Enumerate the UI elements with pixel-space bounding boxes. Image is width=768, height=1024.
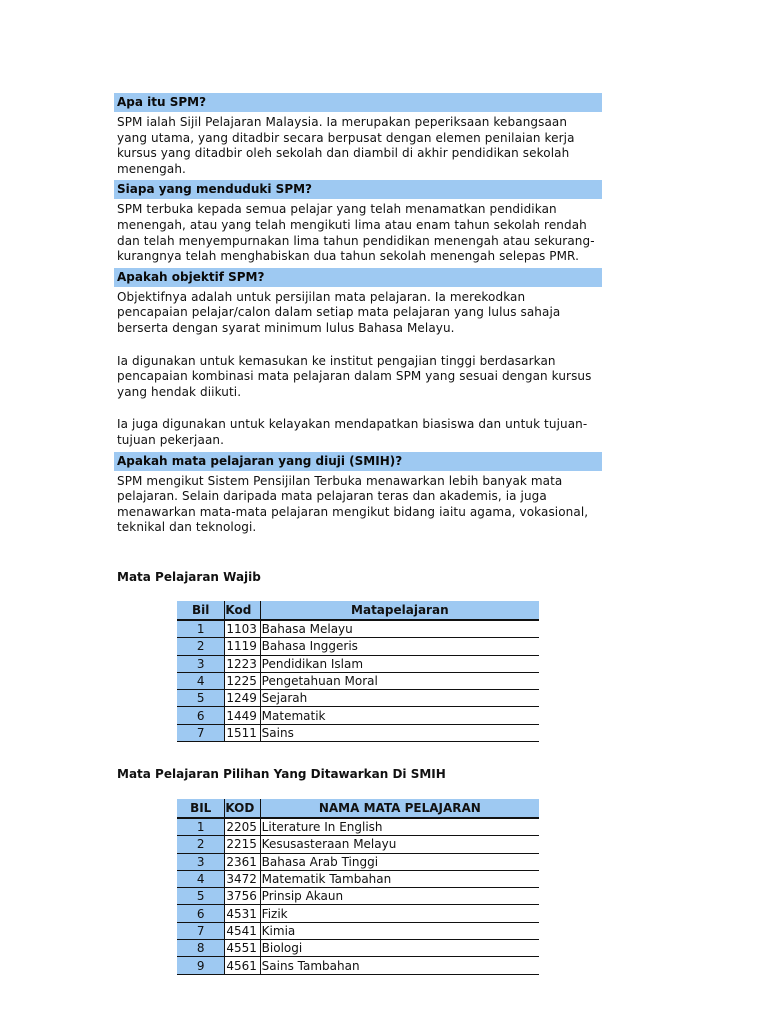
section-objektif — [114, 268, 602, 449]
cell-name: Matematik Tambahan — [260, 870, 539, 887]
cell-bil: 9 — [177, 957, 225, 974]
column-header-kod: KOD — [225, 799, 260, 818]
table-row — [177, 655, 539, 672]
cell-kod: 3756 — [225, 888, 260, 905]
cell-bil: 7 — [177, 922, 225, 939]
cell-bil: 7 — [177, 724, 225, 741]
table-row — [177, 836, 539, 853]
section-heading: Apakah objektif SPM? — [114, 268, 602, 287]
cell-kod: 1225 — [225, 672, 260, 689]
cell-bil: 4 — [177, 672, 225, 689]
table-row — [177, 922, 539, 939]
cell-bil: 6 — [177, 707, 225, 724]
cell-name: Fizik — [260, 905, 539, 922]
cell-name: Bahasa Inggeris — [260, 638, 539, 655]
cell-bil: 1 — [177, 620, 225, 638]
section-siapa-menduduki — [114, 180, 602, 264]
section-heading: Apa itu SPM? — [114, 93, 602, 112]
section-apa-itu-spm — [114, 93, 602, 177]
cell-kod: 2215 — [225, 836, 260, 853]
cell-kod: 3472 — [225, 870, 260, 887]
cell-name: Prinsip Akaun — [260, 888, 539, 905]
section-paragraph: SPM terbuka kepada semua pelajar yang telah menamatkan pendidikan menengah, atau yang telah mengikuti lima atau enam tahun sekolah rendah dan telah menyempurnakan lima tahun pendidikan menengah atau sekurang-kurangnya telah menghabiskan dua tahun sekolah menengah selepas PMR. — [117, 202, 595, 264]
cell-kod: 2205 — [225, 818, 260, 836]
table-row — [177, 690, 539, 707]
pilihan-table — [177, 799, 539, 975]
cell-bil: 8 — [177, 940, 225, 957]
table-row — [177, 957, 539, 974]
cell-bil: 3 — [177, 853, 225, 870]
cell-bil: 3 — [177, 655, 225, 672]
cell-name: Kimia — [260, 922, 539, 939]
section-mata-pelajaran — [114, 452, 602, 536]
cell-kod: 1103 — [225, 620, 260, 638]
cell-name: Pendidikan Islam — [260, 655, 539, 672]
cell-name: Bahasa Arab Tinggi — [260, 853, 539, 870]
table-row — [177, 905, 539, 922]
column-header-bil: Bil — [177, 601, 225, 620]
table-row — [177, 853, 539, 870]
table-row — [177, 818, 539, 836]
cell-name: Sejarah — [260, 690, 539, 707]
wajib-table — [177, 601, 539, 742]
column-header-bil: BIL — [177, 799, 225, 818]
cell-kod: 1119 — [225, 638, 260, 655]
section-paragraph: Ia digunakan untuk kemasukan ke institut pengajian tinggi berdasarkan pencapaian kombinasi mata pelajaran dalam SPM yang sesuai dengan kursus yang hendak diikuti. — [117, 353, 592, 399]
table-header-row — [177, 799, 539, 818]
column-header-kod: Kod — [225, 601, 260, 620]
column-header-name: Matapelajaran — [260, 601, 539, 620]
column-header-name: NAMA MATA PELAJARAN — [260, 799, 539, 818]
cell-bil: 5 — [177, 888, 225, 905]
cell-kod: 1449 — [225, 707, 260, 724]
cell-kod: 4551 — [225, 940, 260, 957]
wajib-title: Mata Pelajaran Wajib — [117, 570, 261, 584]
table-row — [177, 940, 539, 957]
cell-kod: 4531 — [225, 905, 260, 922]
cell-kod: 4561 — [225, 957, 260, 974]
table-row — [177, 707, 539, 724]
table-row — [177, 672, 539, 689]
cell-kod: 2361 — [225, 853, 260, 870]
section-paragraph: SPM ialah Sijil Pelajaran Malaysia. Ia merupakan peperiksaan kebangsaan yang utama, yang ditadbir secara berpusat dengan elemen penilaian kerja kursus yang ditadbir oleh sekolah dan diambil di akhir pendidikan sekolah menengah. — [117, 115, 575, 176]
cell-name: Biologi — [260, 940, 539, 957]
table-row — [177, 724, 539, 741]
cell-bil: 6 — [177, 905, 225, 922]
table-row — [177, 620, 539, 638]
section-paragraph: Ia juga digunakan untuk kelayakan mendapatkan biasiswa dan untuk tujuan-tujuan pekerjaan. — [117, 417, 588, 447]
section-paragraph: Objektifnya adalah untuk persijilan mata pelajaran. Ia merekodkan pencapaian pelajar/calon dalam setiap mata pelajaran yang lulus sahaja berserta dengan syarat minimum lulus Bahasa Melayu. — [117, 289, 561, 335]
cell-bil: 1 — [177, 818, 225, 836]
table-row — [177, 870, 539, 887]
cell-bil: 5 — [177, 690, 225, 707]
section-paragraph: SPM mengikut Sistem Pensijilan Terbuka menawarkan lebih banyak mata pelajaran. Selain daripada mata pelajaran teras dan akademis, ia juga menawarkan mata-mata pelajaran mengikut bidang iaitu agama, vokasional, teknikal dan teknologi. — [117, 473, 589, 535]
cell-name: Literature In English — [260, 818, 539, 836]
cell-kod: 4541 — [225, 922, 260, 939]
pilihan-title: Mata Pelajaran Pilihan Yang Ditawarkan Di SMIH — [117, 767, 446, 781]
cell-name: Sains Tambahan — [260, 957, 539, 974]
table-header-row — [177, 601, 539, 620]
cell-kod: 1223 — [225, 655, 260, 672]
table-row — [177, 638, 539, 655]
table-row — [177, 888, 539, 905]
cell-bil: 2 — [177, 638, 225, 655]
cell-name: Sains — [260, 724, 539, 741]
cell-name: Bahasa Melayu — [260, 620, 539, 638]
section-heading: Apakah mata pelajaran yang diuji (SMIH)? — [114, 452, 602, 471]
cell-kod: 1249 — [225, 690, 260, 707]
cell-name: Matematik — [260, 707, 539, 724]
document-content — [114, 93, 602, 539]
section-heading: Siapa yang menduduki SPM? — [114, 180, 602, 199]
cell-bil: 4 — [177, 870, 225, 887]
cell-name: Pengetahuan Moral — [260, 672, 539, 689]
cell-name: Kesusasteraan Melayu — [260, 836, 539, 853]
cell-bil: 2 — [177, 836, 225, 853]
cell-kod: 1511 — [225, 724, 260, 741]
